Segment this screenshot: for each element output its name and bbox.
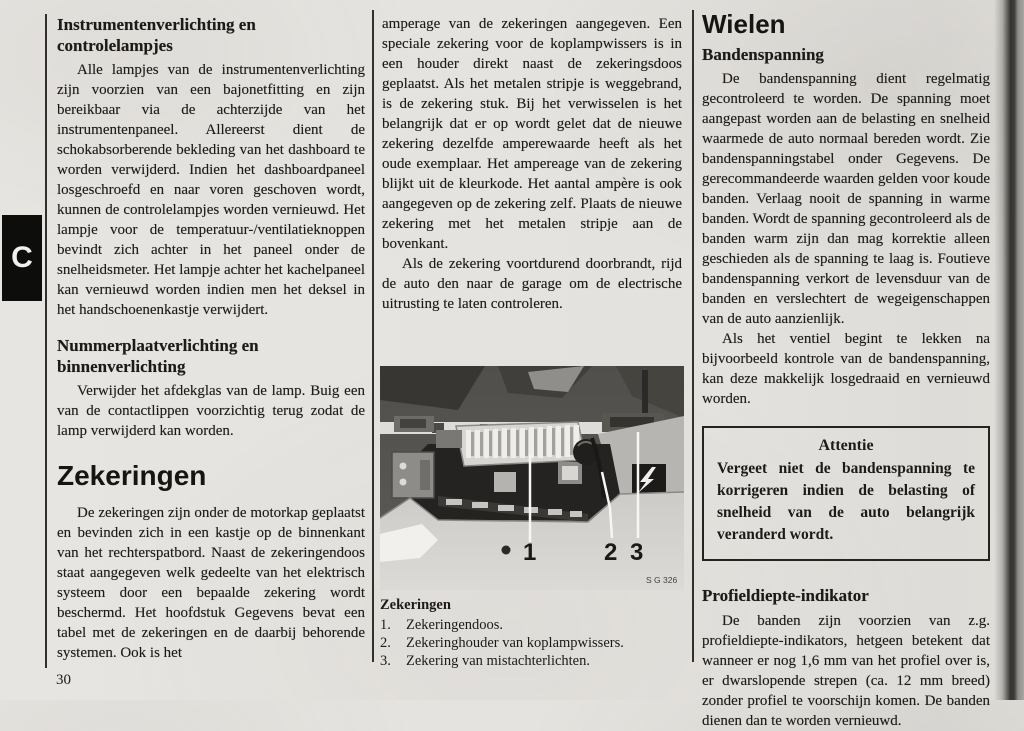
callout-dot xyxy=(502,546,511,555)
page-number: 30 xyxy=(56,672,71,688)
column-rule-middle xyxy=(372,10,374,662)
heading-bandenspanning: Bandenspanning xyxy=(702,45,824,64)
paragraph-bandenspanning: De bandenspanning dient regelmatig gecontroleerd te worden. De spanning moet aangepast worden aan de belasting en snelheid waarmede de auto normaal bereden wordt. Zie bandenspanningstabel onder Gegevens. De gerecommandeerde waarden gelden voor koude banden. Verlaag nooit de spanning in warme banden. Wordt de spanning gecontroleerd als de banden warm zijn dan mag korrektie alleen geschieden als de spanning te laag is. Foutieve bandenspanning verkort de levensduur van de banden en verslechtert de wegeigenschappen van de auto aanzienlijk. xyxy=(702,71,991,327)
callout-number-3: 3 xyxy=(630,539,644,566)
section-tab-letter: C xyxy=(11,241,33,274)
attention-box xyxy=(702,426,990,561)
caption-item-1: 1. Zekeringendoos. xyxy=(380,617,504,633)
heading-nummerplaatverlichting: Nummerplaatverlichting en binnenverlichting xyxy=(57,336,259,376)
paragraph-zekeringen-continued: amperage van de zekeringen aangegeven. Een speciale zekering voor de koplampwissers is in een houder direkt naast de zekeringsdoos geplaatst. Als het metalen stripje is weggebrand, is de zekering stuk. Bij het verwisselen is het belangrijk dat er op wordt gelet dat de nieuwe zekering dezelfde amperewaarde heeft als het oude exemplaar. Het ampereage van de zekering blijkt uit de kleurkode. Het aantal ampère is ook aangegeven op de zekering zelf. Plaats de nieuwe zekering met het metalen stripje aan de bovenkant. xyxy=(382,16,682,252)
caption-item-3: 3. Zekering van mistachterlichten. xyxy=(380,653,590,669)
paragraph-ventiel: Als het ventiel begint te lekken na bijvoorbeeld kontrole van de bandenspanning, kan deze makkelijk losgedraaid en vernieuwd worden. xyxy=(702,331,990,407)
paragraph-instrumentenverlichting: Alle lampjes van de instrumentenverlichting zijn voorzien van een bajonetfitting en zijn bereikbaar via de achterzijde van het instrumentenpaneel. Allereerst dient de schokabsorberende bekleding van het dashboard te worden verwijderd. Indien het dashboardpaneel losgeschroefd en naar voren geschoven wordt, kunnen de controlelampjes worden vernieuwd. Het lampje voor de temperatuur-/ventilatieknoppen bevindt zich achter in het paneel onder de snelheidsmeter. Het lampje achter het kachelpaneel kan vernieuwd worden indien men het deksel in het handschoenenkastje verwijdert. xyxy=(57,62,365,318)
paragraph-zekering-doorbrandt: Als de zekering voortdurend doorbrandt, rijd de auto den naar de garage om de electrische uitrusting te laten controleren. xyxy=(382,256,682,312)
heading-zekeringen: Zekeringen xyxy=(57,460,207,491)
photo-code: S G 326 xyxy=(646,575,678,585)
caption-item-2: 2. Zekeringhouder van koplampwissers. xyxy=(380,635,624,651)
fusebox-side-relay xyxy=(494,472,516,492)
engine-bay-rod xyxy=(642,370,648,418)
fusebox-figure xyxy=(380,366,682,670)
heading-instrumentenverlichting: Instrumentenverlichting en controlelampjes xyxy=(57,15,256,55)
callout-number-1: 1 xyxy=(523,539,537,566)
column-right xyxy=(702,10,990,731)
column-rule-left xyxy=(45,14,47,668)
figure-caption xyxy=(380,597,682,670)
section-tab-c xyxy=(2,215,42,301)
column-middle xyxy=(382,14,682,670)
heading-profieldiepte: Profieldiepte-indikator xyxy=(702,586,869,605)
column-rule-right xyxy=(692,10,694,662)
attention-body: Vergeet niet de bandenspanning te korrigeren indien de belasting of snelheid van de auto belangrijk veranderd wordt. xyxy=(717,460,975,543)
heading-wielen: Wielen xyxy=(702,9,786,39)
fusebox-photo xyxy=(380,366,684,590)
page-binding-shadow xyxy=(994,0,1024,700)
caption-title: Zekeringen xyxy=(380,597,451,613)
relay-small xyxy=(436,430,462,448)
callout-number-2: 2 xyxy=(604,539,618,566)
column-left xyxy=(57,14,365,663)
paragraph-profieldiepte: De banden zijn voorzien van z.g. profieldiepte-indikators, hetgeen betekent dat wanneer er nog 1,6 mm van het profiel over is, er dwarslopende strepen (ca. 12 mm breed) zonder profiel te voorschijn komen. De banden dienen dan te worden vernieuwd. xyxy=(702,613,990,729)
attention-title: Attentie xyxy=(818,437,874,454)
paragraph-nummerplaatverlichting: Verwijder het afdekglas van de lamp. Buig een van de contactlippen voorzichtig terug zodat de lamp verwijderd kan worden. xyxy=(57,383,365,439)
paragraph-zekeringen: De zekeringen zijn onder de motorkap geplaatst en bevinden zich in een kastje op de binnenkant van het rechterspatbord. Naast de zekeringendoos staat aangegeven welk gedeelte van het elektrisch systeem door een bepaalde zekering wordt beschermd. Het hoofdstuk Gegevens bevat een tabel met de zekeringen en de daarbij behorende systemen. Ook is het xyxy=(57,505,365,661)
